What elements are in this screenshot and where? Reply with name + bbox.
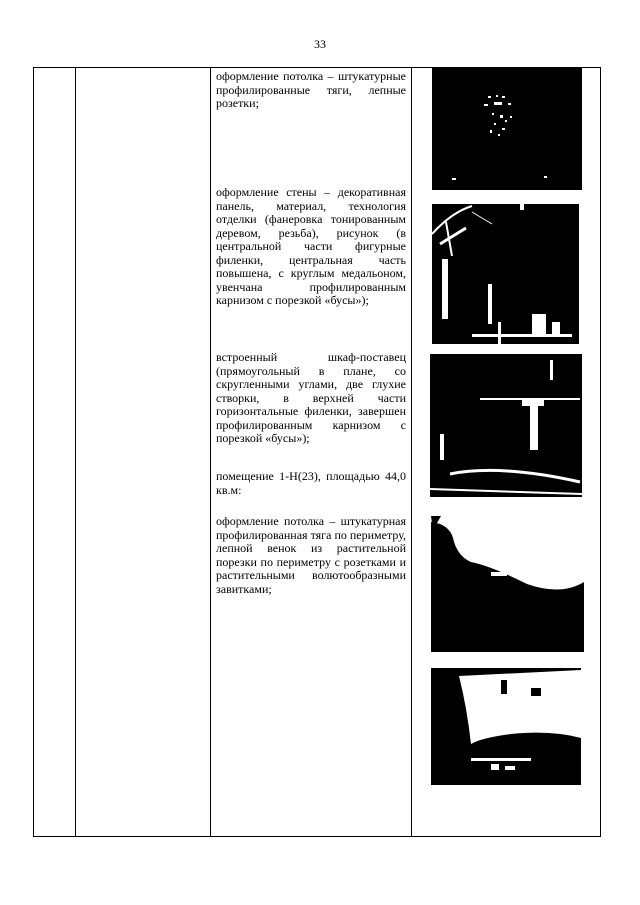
entry-ceiling-wreath: оформление потолка – штукатурная профилированная тяга по периметру, лепной венок из растительной порезки по периметру с розетками и растительными волютообразными завитками;: [216, 514, 406, 596]
page-number: 33: [314, 37, 326, 51]
ceiling-cornice-photo: [431, 516, 584, 652]
entry-room-1n23: помещение 1-Н(23), площадью 44,0 кв.м:: [216, 469, 406, 497]
wall-panel-photo: [432, 204, 579, 344]
ceiling-rosette-photo: [432, 68, 582, 190]
entry-built-in-cabinet: встроенный шкаф-поставец (прямоугольный в плане, со скругленными углами, две глухие створки, в верхней части горизонтальные филенки, завершен профилированным карнизом с порезкой «бусы»);: [216, 350, 406, 445]
ceiling-wreath-photo: [431, 668, 581, 785]
column-divider: [411, 68, 412, 836]
entry-ceiling-moldings: оформление потолка – штукатурные профилированные тяги, лепные розетки;: [216, 69, 406, 110]
column-divider: [75, 68, 76, 836]
entry-wall-panel: оформление стены – декоративная панель, материал, технология отделки (фанеровка тонированным деревом, резьба), рисунок (в центральной части фигурные филенки, центральная часть повышена, с круглым медальоном, увенчана профилированным карнизом с порезкой «бусы»);: [216, 185, 406, 307]
column-divider: [210, 68, 211, 836]
built-in-cabinet-photo: [430, 354, 582, 497]
